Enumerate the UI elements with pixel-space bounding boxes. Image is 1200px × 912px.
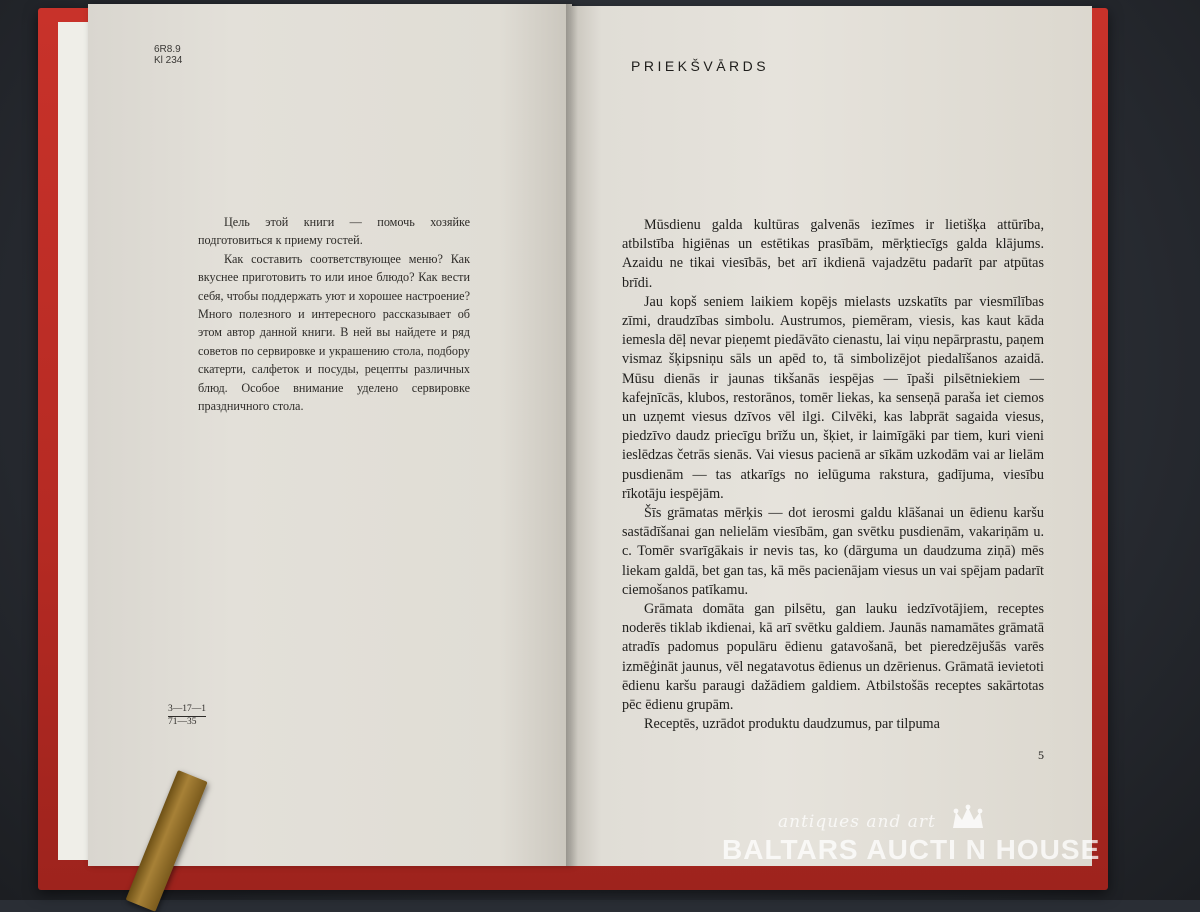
left-page-text <box>198 213 470 415</box>
paragraph: Receptēs, uzrādot produktu daudzumus, par tilpuma <box>644 716 940 733</box>
paragraph: Как составить соответствующее меню? Как вкуснее приготовить то или иное блюдо? Как вести себя, чтобы поддержать уют и хорошее настроение? Много полезного и интересного рассказывает об этом автор данной книги. В ней вы найдете и ряд советов по сервировке и украшению стола, подбору скатерти, салфеток и посуды, рецепты различных блюд. Особое внимание уделено сервировке праздничного стола. <box>198 251 470 414</box>
paragraph: Mūsdienu galda kultūras galvenās iezīmes ir lietišķa attūrība, atbilstība higiēnas un estētikas prasībām, mērķtiecīgs galda klājums. Azaidu ne tikai viesībās, bet arī ikdienā vajadzētu padarīt par atpūtas brīdi. <box>622 217 1044 291</box>
paragraph: Jau kopš seniem laikiem kopējs mielasts uzskatīts par viesmīlības zīmi, draudzības simbolu. Austrumos, piemēram, viesis, kas kaut kāda iemesla dēļ nevar pieņemt piedāvāto cienastu, lai viņu nepārprastu, paņem vismaz šķipsniņu sāls un apēd to, tā simbolizējot piedalīšanos azaidā. Mūsu dienās ir jaunas tikšanās iespējas — īpaši pilsētniekiem — kafejnīcās, klubos, restorānos, tomēr liekas, ka senseņā paraša iet ciemos un uzņemt viesus dzīvos vēl ilgi. Cilvēki, kas labprāt sagaida viesus, piedzīvo daudz priecīgu brīžu un, šķiet, ir laimīgāki par tiem, kuri vieni ieslēdzas četrās sienās. Vai viesus pacienā ar sīkām uzkodām vai ar lielām pusdienām — tas atkarīgs no ielūguma rakstura, gadījuma, viesību rīkotāju iespējām. <box>622 293 1044 502</box>
imprint-top: 3—17—1 <box>168 704 206 717</box>
watermark-tagline: antiques and art <box>778 812 936 832</box>
imprint-bottom: 71—35 <box>168 717 197 727</box>
paragraph: Grāmata domāta gan pilsētu, gan lauku iedzīvotājiem, receptes noderēs tiklab ikdienai, kā arī svētku galdiem. Jaunās namamātes grāmatā atradīs padomus populāru ēdienu gatavošanā, bet pieredzējušās varēs izmēģināt jaunus, vēl negatavotus ēdienus un dzērienus. Grāmatā ievietoti ēdienu karšu paraugi dažādiem galdiem. Atbilstošās receptes sakārtotas pēc ēdienu grupām. <box>622 601 1044 714</box>
watermark <box>722 808 1112 868</box>
imprint-code <box>168 704 206 728</box>
paragraph: Цель этой книги — помочь хозяйке подготовиться к приему гостей. <box>198 215 470 248</box>
page-number: 5 <box>1038 748 1044 762</box>
reference-line: 6R8.9 <box>154 44 181 55</box>
library-reference-code <box>154 44 182 66</box>
paragraph: Šīs grāmatas mērķis — dot ierosmi galdu klāšanai un ēdienu karšu sastādīšanai gan nelielām viesībām, gan svētku pusdienām, vakariņām u. c. Tomēr svarīgākais ir nevis tas, ko (dārguma un daudzuma ziņā) mēs liekam galdā, bet gan tas, kā mēs pacienājam viesus un vai spējam padarīt ciemošanos patīkamu. <box>622 505 1044 598</box>
book-gutter <box>566 4 578 866</box>
reference-line: Kl 234 <box>154 55 183 66</box>
watermark-brand: BALTARS AUCTI N HOUSE <box>722 834 1101 865</box>
crown-icon <box>950 804 986 832</box>
right-page-text <box>622 216 1044 734</box>
left-page <box>88 4 572 866</box>
page-heading: PRIEKŠVĀRDS <box>631 58 770 74</box>
